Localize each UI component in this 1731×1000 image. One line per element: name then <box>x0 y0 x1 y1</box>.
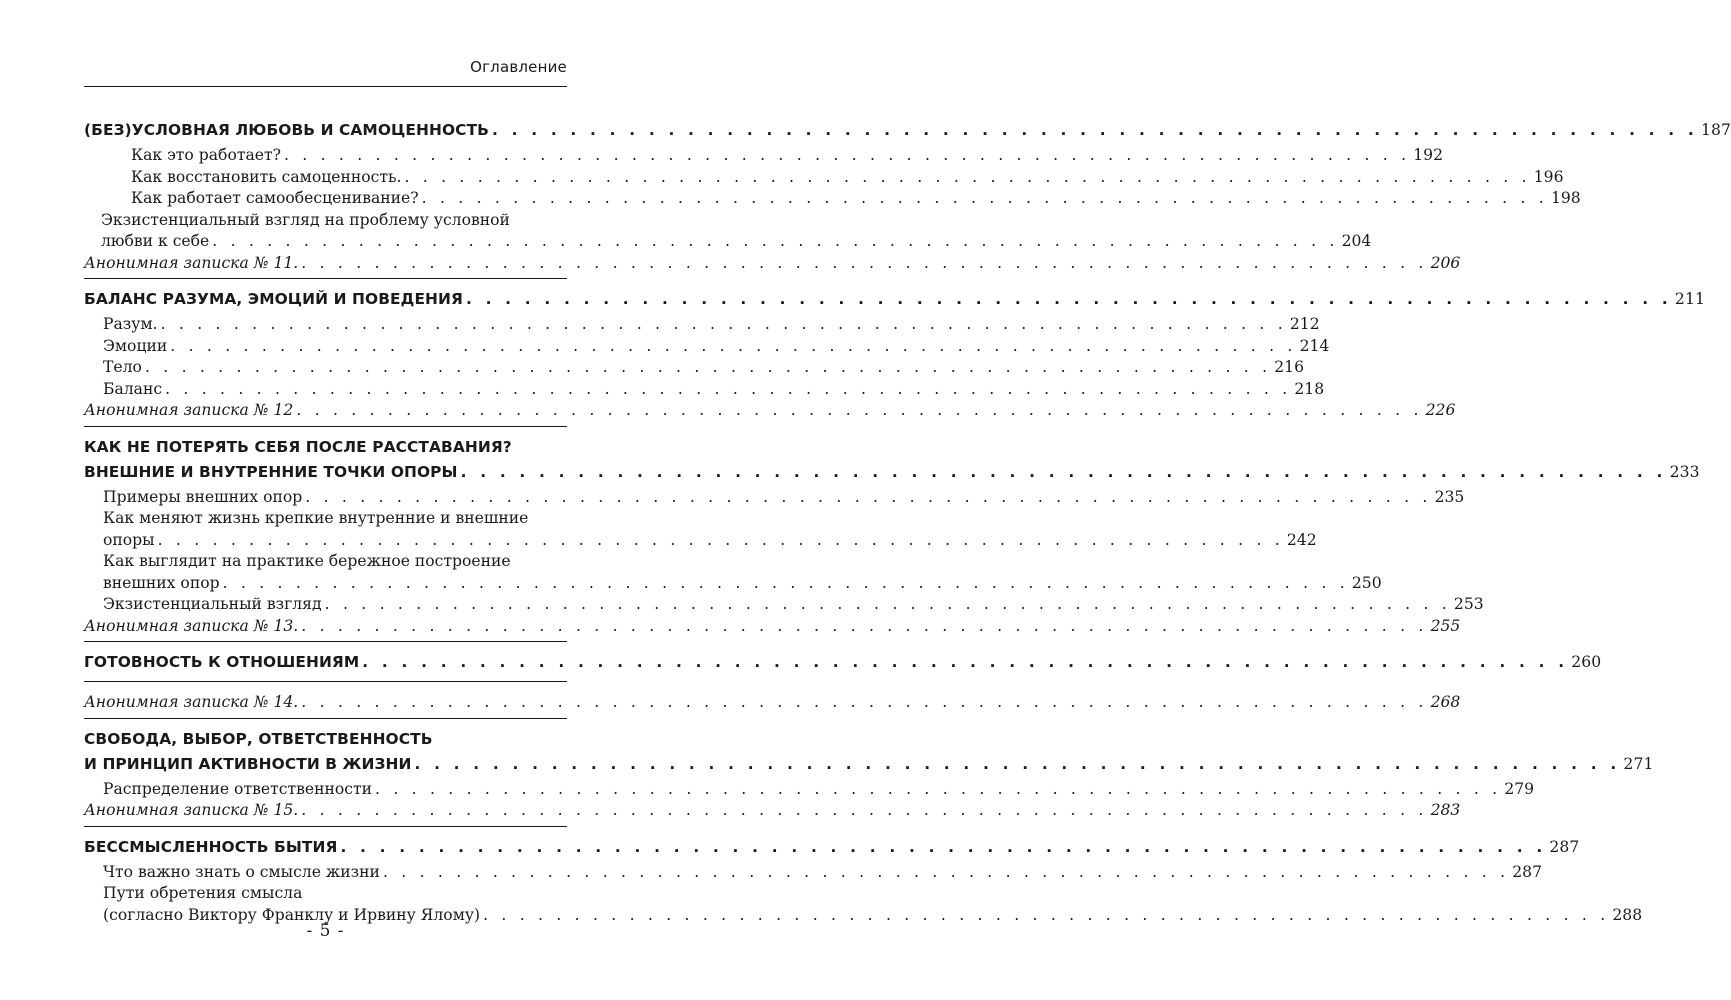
leader-dots: . . . . . . . . . . . . . . . . . . . . . . . . . . . . . . . . . . . . . . . . . . . . . . . . . . . . . . . . . . . . . . <box>465 290 1672 308</box>
page-ref: 279 <box>1504 779 1535 798</box>
entry-title-line2: любви к себе <box>101 232 210 250</box>
page-ref: 204 <box>1341 232 1372 250</box>
toc-entry[interactable] <box>84 314 1320 336</box>
toc-entry[interactable] <box>84 231 1372 253</box>
entry-title: Экзистенциальный взгляд <box>103 595 322 613</box>
note-title: Анонимная записка № 14. <box>84 693 299 711</box>
note-title: Анонимная записка № 13. <box>84 616 299 635</box>
toc-note-entry[interactable] <box>84 253 1461 275</box>
leader-dots: . . . . . . . . . . . . . . . . . . . . . . . . . . . . . . . . . . . . . . . . . . . . . . . . . . . . . . . . . . . . . . <box>301 253 1428 272</box>
page-ref: 196 <box>1533 167 1564 186</box>
page-ref: 287 <box>1549 837 1580 856</box>
page-ref: 283 <box>1430 801 1461 819</box>
toc-entry[interactable] <box>84 167 1564 189</box>
leader-dots: . . . . . . . . . . . . . . . . . . . . . . . . . . . . . . . . . . . . . . . . . . . . . . . . . . . . . . . . . . . . . . <box>483 905 1610 924</box>
toc-entry[interactable] <box>84 594 1484 616</box>
leader-dots: . . . . . . . . . . . . . . . . . . . . . . . . . . . . . . . . . . . . . . . . . . . . . . . . . . . . . . . . . . . . . . <box>382 862 1510 881</box>
page-ref: 233 <box>1669 462 1700 481</box>
page-ref: 235 <box>1434 487 1465 506</box>
toc-entry[interactable] <box>84 336 1330 358</box>
chapter-title: И ПРИНЦИП АКТИВНОСТИ В ЖИЗНИ <box>84 754 412 773</box>
toc-chapter-entry[interactable] <box>84 837 1580 857</box>
toc-chapter-entry[interactable] <box>84 289 1705 309</box>
toc-entry[interactable] <box>84 188 1581 210</box>
entry-title-line1[interactable]: Экзистенциальный взгляд на проблему условной <box>101 210 510 229</box>
note-title: Анонимная записка № 15. <box>84 801 299 819</box>
toc-note-entry[interactable] <box>84 616 1461 638</box>
leader-dots: . . . . . . . . . . . . . . . . . . . . . . . . . . . . . . . . . . . . . . . . . . . . . . . . . . . . . . . . . . . . . . <box>324 595 1451 613</box>
entry-title: Баланс <box>103 379 163 398</box>
toc-entry[interactable] <box>84 779 1535 801</box>
toc-chapter-entry[interactable] <box>84 120 1731 140</box>
leader-dots: . . . . . . . . . . . . . . . . . . . . . . . . . . . . . . . . . . . . . . . . . . . . . . . . . . . . . . . . . . . . . . <box>212 232 1339 250</box>
page-ref: 255 <box>1430 616 1461 635</box>
leader-dots: . . . . . . . . . . . . . . . . . . . . . . . . . . . . . . . . . . . . . . . . . . . . . . . . . . . . . . . . . . . . . . <box>160 315 1287 333</box>
chapter-title-line1[interactable]: КАК НЕ ПОТЕРЯТЬ СЕБЯ ПОСЛЕ РАССТАВАНИЯ? <box>84 437 512 456</box>
page-ref: 206 <box>1430 253 1461 272</box>
page-ref: 198 <box>1550 189 1581 207</box>
chapter-title: ВНЕШНИЕ И ВНУТРЕННИЕ ТОЧКИ ОПОРЫ <box>84 462 458 481</box>
toc-chapter-entry[interactable] <box>84 462 1700 482</box>
page-ref: 250 <box>1351 573 1382 592</box>
toc-section <box>84 289 1705 427</box>
page-ref: 211 <box>1674 290 1705 308</box>
entry-title: Эмоции <box>103 336 168 355</box>
running-title: Оглавление <box>470 58 567 76</box>
leader-dots: . . . . . . . . . . . . . . . . . . . . . . . . . . . . . . . . . . . . . . . . . . . . . . . . . . . . . . . . . . . . . . <box>222 573 1349 592</box>
entry-title: Тело <box>103 358 142 376</box>
leader-dots: . . . . . . . . . . . . . . . . . . . . . . . . . . . . . . . . . . . . . . . . . . . . . . . . . . . . . . . . . . . . . . <box>404 167 1531 186</box>
leader-dots: . . . . . . . . . . . . . . . . . . . . . . . . . . . . . . . . . . . . . . . . . . . . . . . . . . . . . . . . . . . . . . <box>492 121 1698 139</box>
entry-title-line2: внешних опор <box>103 573 220 592</box>
leader-dots: . . . . . . . . . . . . . . . . . . . . . . . . . . . . . . . . . . . . . . . . . . . . . . . . . . . . . . . . . . . . . . <box>165 379 1292 398</box>
chapter-title-line1[interactable]: СВОБОДА, ВЫБОР, ОТВЕТСТВЕННОСТЬ <box>84 729 433 748</box>
toc-entry[interactable] <box>84 862 1542 884</box>
entry-title: Как это работает? <box>131 146 281 164</box>
leader-dots: . . . . . . . . . . . . . . . . . . . . . . . . . . . . . . . . . . . . . . . . . . . . . . . . . . . . . . . . . . . . . . <box>305 487 1432 506</box>
toc-note-entry[interactable] <box>84 800 1461 822</box>
leader-dots: . . . . . . . . . . . . . . . . . . . . . . . . . . . . . . . . . . . . . . . . . . . . . . . . . . . . . . . . . . . . . . <box>301 693 1428 711</box>
toc-section <box>84 837 1643 931</box>
toc-entry[interactable] <box>84 487 1465 509</box>
toc-entry[interactable] <box>84 573 1382 595</box>
leader-dots: . . . . . . . . . . . . . . . . . . . . . . . . . . . . . . . . . . . . . . . . . . . . . . . . . . . . . . . . . . . . . . <box>144 358 1272 376</box>
page-ref: 218 <box>1294 379 1325 398</box>
leader-dots: . . . . . . . . . . . . . . . . . . . . . . . . . . . . . . . . . . . . . . . . . . . . . . . . . . . . . . . . . . . . . . <box>340 837 1547 856</box>
entry-title: Разум. <box>103 315 158 333</box>
chapter-title: (БЕЗ)УСЛОВНАЯ ЛЮБОВЬ И САМОЦЕННОСТЬ <box>84 121 489 139</box>
leader-dots: . . . . . . . . . . . . . . . . . . . . . . . . . . . . . . . . . . . . . . . . . . . . . . . . . . . . . . . . . . . . . . <box>421 189 1548 207</box>
page-ref: 268 <box>1430 693 1461 711</box>
table-of-contents <box>84 120 1731 940</box>
leader-dots: . . . . . . . . . . . . . . . . . . . . . . . . . . . . . . . . . . . . . . . . . . . . . . . . . . . . . . . . . . . . . . <box>301 616 1428 635</box>
toc-entry[interactable] <box>84 357 1304 379</box>
note-title: Анонимная записка № 12 <box>84 401 294 419</box>
page-ref: 253 <box>1453 595 1484 613</box>
page-ref: 187 <box>1700 121 1731 139</box>
page-ref: 271 <box>1623 754 1654 773</box>
leader-dots: . . . . . . . . . . . . . . . . . . . . . . . . . . . . . . . . . . . . . . . . . . . . . . . . . . . . . . . . . . . . . . <box>157 530 1284 549</box>
page-number: - 5 - <box>306 921 345 941</box>
leader-dots: . . . . . . . . . . . . . . . . . . . . . . . . . . . . . . . . . . . . . . . . . . . . . . . . . . . . . . . . . . . . . . <box>283 146 1411 164</box>
toc-section <box>84 729 1654 827</box>
leader-dots: . . . . . . . . . . . . . . . . . . . . . . . . . . . . . . . . . . . . . . . . . . . . . . . . . . . . . . . . . . . . . . <box>170 336 1297 355</box>
entry-title-line1[interactable]: Как меняют жизнь крепкие внутренние и внешние <box>103 509 529 527</box>
entry-title: Распределение ответственности <box>103 779 373 798</box>
entry-title-line2: (согласно Виктору Франклу и Ирвину Ялому) <box>103 905 481 924</box>
entry-title: Примеры внешних опор <box>103 487 303 506</box>
toc-entry[interactable] <box>84 145 1444 167</box>
entry-title: Как восстановить самоценность. <box>131 167 402 186</box>
note-title: Анонимная записка № 11. <box>84 253 299 272</box>
chapter-title: БЕССМЫСЛЕННОСТЬ БЫТИЯ <box>84 837 338 856</box>
leader-dots: . . . . . . . . . . . . . . . . . . . . . . . . . . . . . . . . . . . . . . . . . . . . . . . . . . . . . . . . . . . . . . <box>296 401 1423 419</box>
leader-dots: . . . . . . . . . . . . . . . . . . . . . . . . . . . . . . . . . . . . . . . . . . . . . . . . . . . . . . . . . . . . . . <box>375 779 1502 798</box>
page-ref: 287 <box>1512 862 1542 881</box>
toc-entry[interactable] <box>84 379 1325 401</box>
page-ref: 260 <box>1571 653 1602 671</box>
toc-section <box>84 692 1461 719</box>
chapter-title: БАЛАНС РАЗУМА, ЭМОЦИЙ И ПОВЕДЕНИЯ <box>84 290 463 308</box>
entry-title-line1[interactable]: Пути обретения смысла <box>103 884 303 902</box>
leader-dots: . . . . . . . . . . . . . . . . . . . . . . . . . . . . . . . . . . . . . . . . . . . . . . . . . . . . . . . . . . . . . . <box>301 801 1428 819</box>
entry-title: Как работает самообесценивание? <box>131 189 419 207</box>
leader-dots: . . . . . . . . . . . . . . . . . . . . . . . . . . . . . . . . . . . . . . . . . . . . . . . . . . . . . . . . . . . . . . <box>414 754 1621 773</box>
toc-note-entry[interactable] <box>84 692 1461 714</box>
toc-note-entry[interactable] <box>84 400 1456 422</box>
leader-dots: . . . . . . . . . . . . . . . . . . . . . . . . . . . . . . . . . . . . . . . . . . . . . . . . . . . . . . . . . . . . . . <box>460 462 1667 481</box>
page-ref: 226 <box>1425 401 1456 419</box>
toc-section <box>84 652 1602 682</box>
page-ref: 214 <box>1299 336 1330 355</box>
entry-title: Что важно знать о смысле жизни <box>103 862 380 881</box>
header-rule <box>84 86 567 87</box>
toc-chapter-entry[interactable] <box>84 754 1654 774</box>
page-ref: 216 <box>1274 358 1304 376</box>
entry-title-line2: опоры <box>103 530 155 549</box>
toc-chapter-entry[interactable] <box>84 652 1602 672</box>
toc-section <box>84 437 1700 643</box>
page-ref: 192 <box>1413 146 1444 164</box>
leader-dots: . . . . . . . . . . . . . . . . . . . . . . . . . . . . . . . . . . . . . . . . . . . . . . . . . . . . . . . . . . . . . . <box>362 653 1569 671</box>
toc-entry[interactable] <box>84 530 1317 552</box>
toc-section <box>84 120 1731 279</box>
entry-title-line1[interactable]: Как выглядит на практике бережное построение <box>103 552 511 570</box>
page-ref: 212 <box>1289 315 1320 333</box>
chapter-title: ГОТОВНОСТЬ К ОТНОШЕНИЯМ <box>84 653 360 671</box>
page-ref: 242 <box>1286 530 1317 549</box>
page-ref: 288 <box>1612 905 1643 924</box>
